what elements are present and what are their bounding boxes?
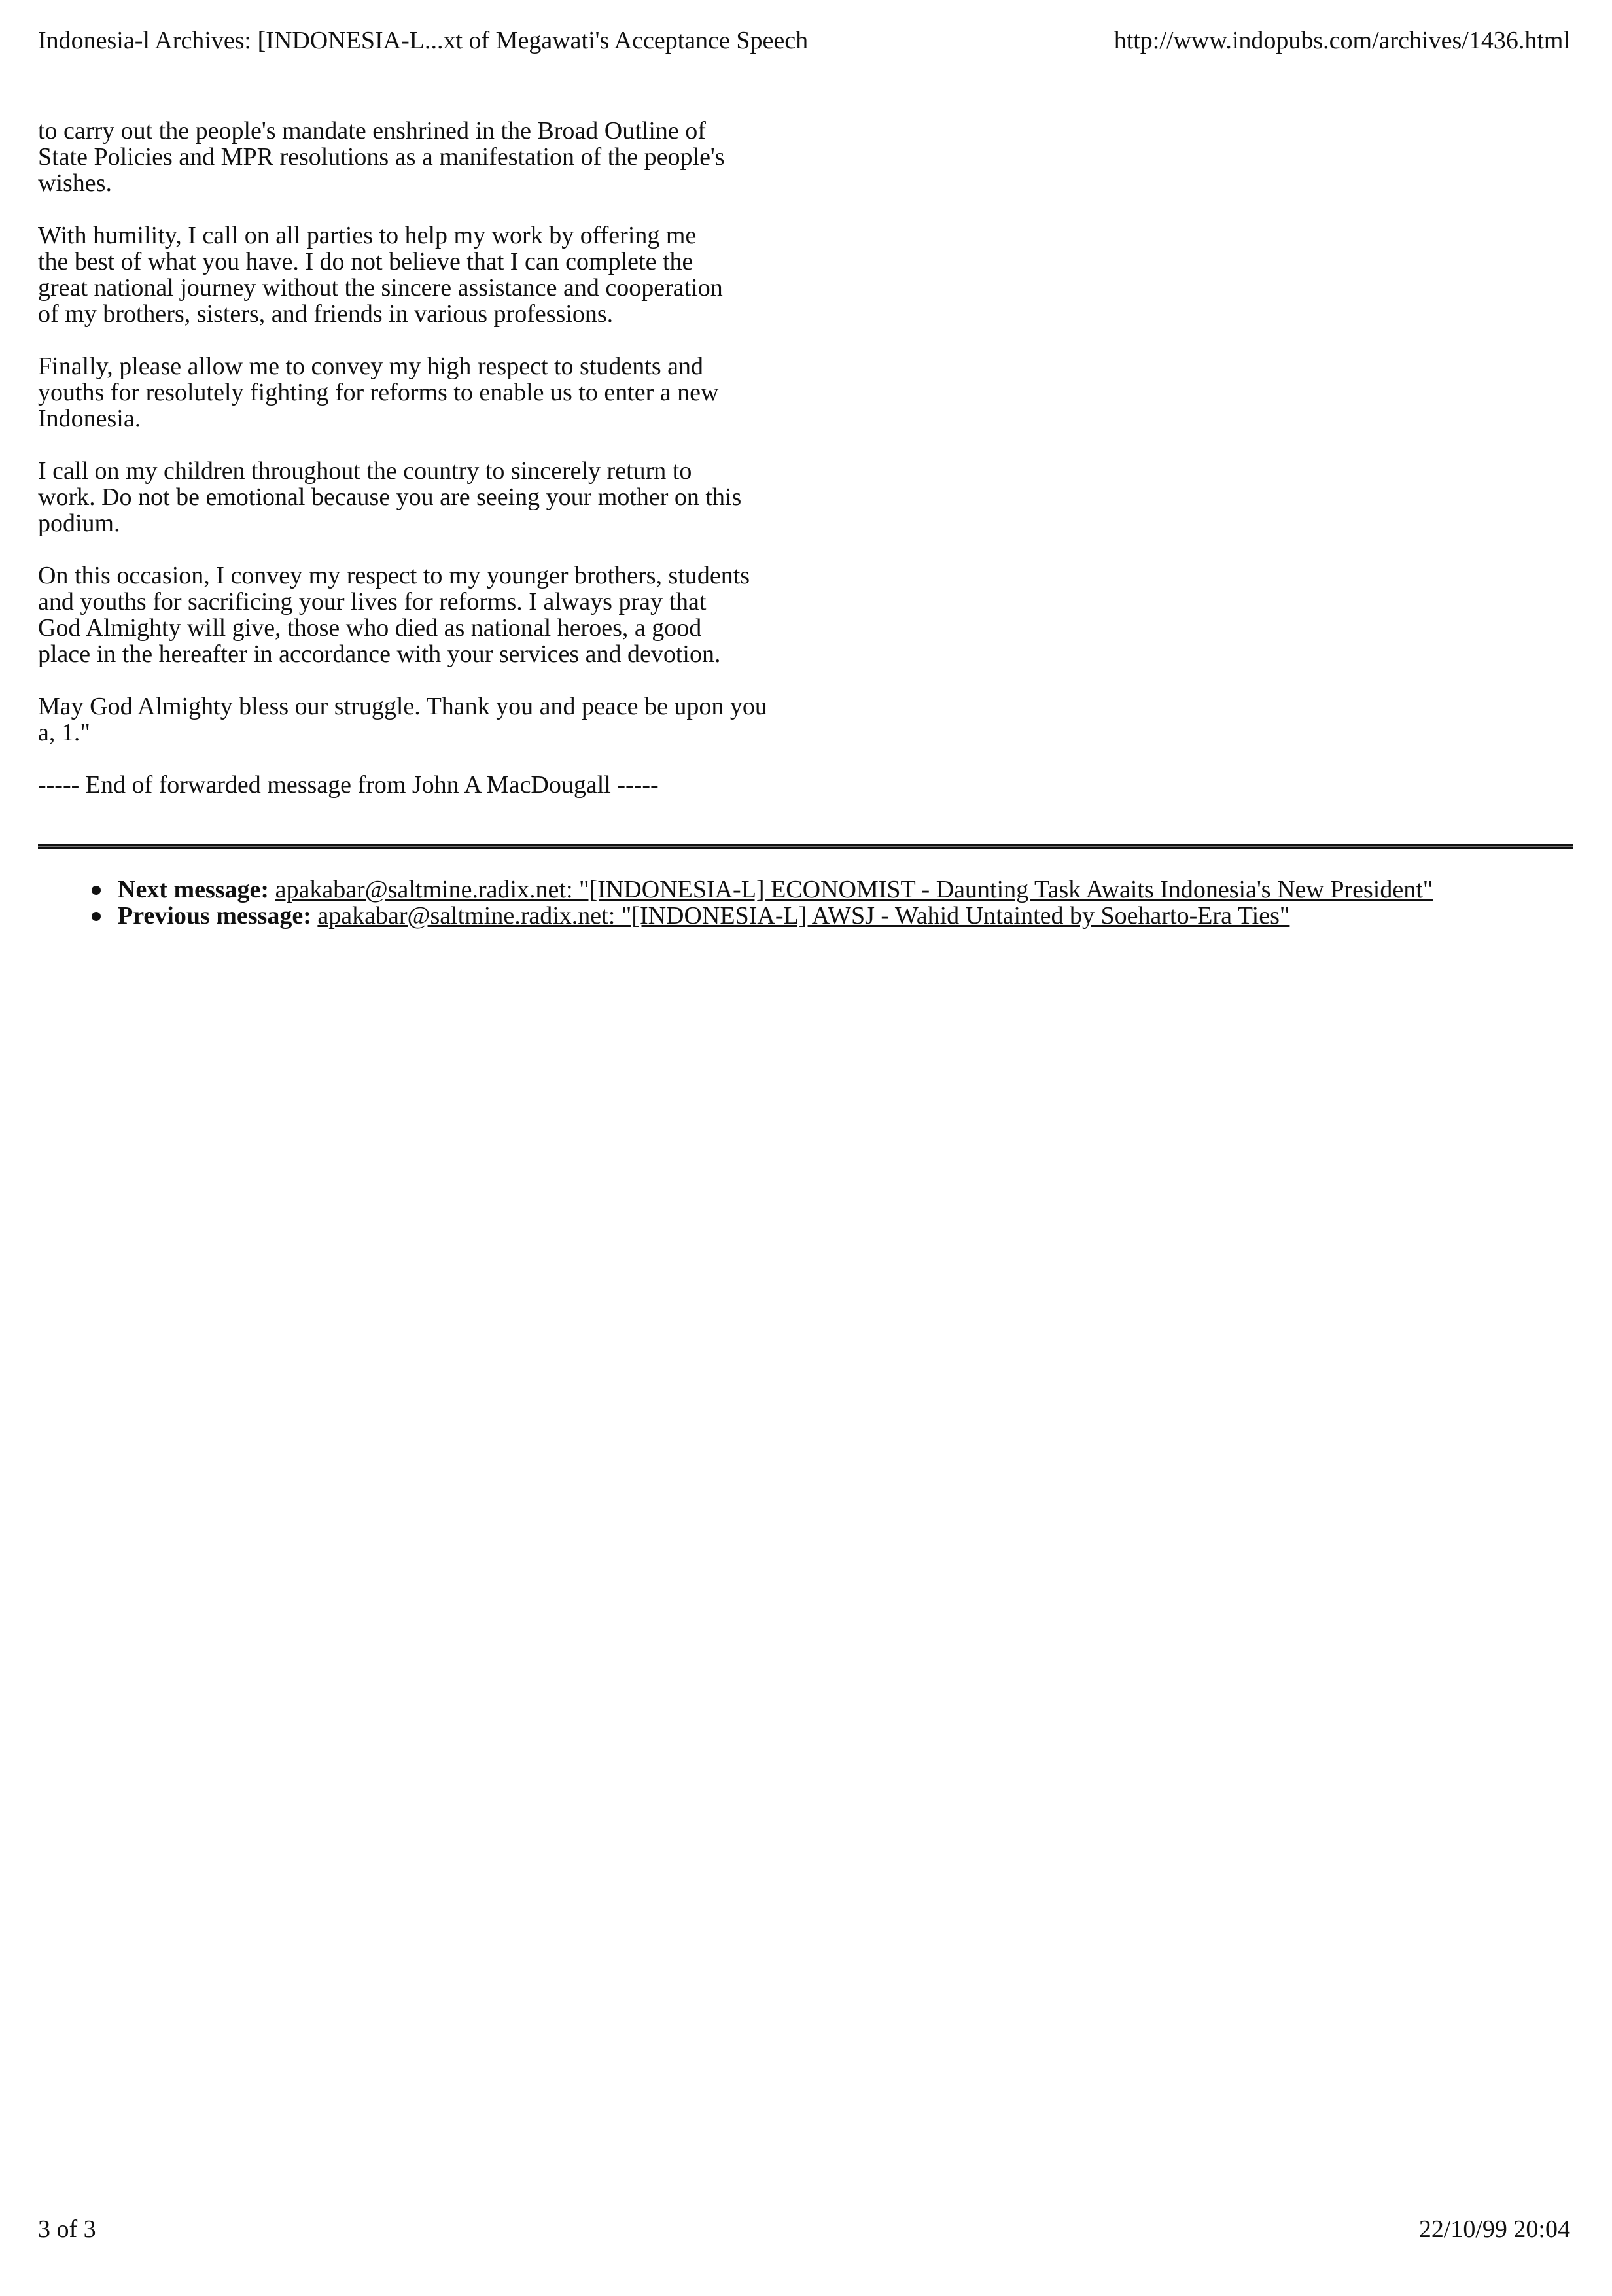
text-line: work. Do not be emotional because you are seeing your mother on this xyxy=(38,483,742,511)
next-message-link[interactable]: apakabar@saltmine.radix.net: "[INDONESIA-L] ECONOMIST - Daunting Task Awaits Indonesia's New President" xyxy=(275,876,1433,903)
text-line: place in the hereafter in accordance with your services and devotion. xyxy=(38,640,721,668)
text-line: a, 1." xyxy=(38,719,90,746)
bullet-icon xyxy=(92,912,101,921)
previous-message-label: Previous message: xyxy=(118,902,311,930)
text-line: With humility, I call on all parties to help my work by offering me xyxy=(38,222,697,249)
text-line: Indonesia. xyxy=(38,405,141,432)
paragraph-children xyxy=(38,458,888,536)
page-header-url: http://www.indopubs.com/archives/1436.html xyxy=(1113,27,1570,54)
bullet-icon xyxy=(92,886,101,895)
next-message-item xyxy=(118,877,1492,903)
text-line: May God Almighty bless our struggle. Thank you and peace be upon you xyxy=(38,693,767,720)
text-line: and youths for sacrificing your lives for reforms. I always pray that xyxy=(38,588,707,616)
previous-message-link[interactable]: apakabar@saltmine.radix.net: "[INDONESIA-L] AWSJ - Wahid Untainted by Soeharto-Era Ties" xyxy=(317,902,1290,930)
text-line: wishes. xyxy=(38,169,112,197)
text-line: Finally, please allow me to convey my high respect to students and xyxy=(38,353,703,380)
page-header-title: Indonesia-l Archives: [INDONESIA-L...xt of Megawati's Acceptance Speech xyxy=(38,27,809,54)
text-line: podium. xyxy=(38,510,120,537)
paragraph-students xyxy=(38,353,888,432)
next-message-label: Next message: xyxy=(118,876,270,903)
text-line: I call on my children throughout the country to sincerely return to xyxy=(38,457,692,485)
text-line: of my brothers, sisters, and friends in various professions. xyxy=(38,300,614,328)
text-line: On this occasion, I convey my respect to my younger brothers, students xyxy=(38,562,750,589)
paragraph-mandate xyxy=(38,118,888,196)
paragraph-humility xyxy=(38,222,888,327)
previous-message-item xyxy=(118,903,1492,929)
text-line: youths for resolutely fighting for reforms to enable us to enter a new xyxy=(38,379,719,406)
text-line: to carry out the people's mandate enshrined in the Broad Outline of xyxy=(38,117,706,145)
message-body xyxy=(38,118,888,798)
text-line: God Almighty will give, those who died as national heroes, a good xyxy=(38,614,702,642)
text-line: great national journey without the sincere assistance and cooperation xyxy=(38,274,723,302)
text-line: the best of what you have. I do not believe that I can complete the xyxy=(38,248,693,275)
print-datetime: 22/10/99 20:04 xyxy=(1418,2216,1570,2243)
paragraph-heroes xyxy=(38,563,888,667)
text-line: State Policies and MPR resolutions as a manifestation of the people's xyxy=(38,143,725,171)
message-navigation xyxy=(118,877,1492,929)
paragraph-blessing xyxy=(38,693,888,746)
horizontal-rule xyxy=(38,844,1573,849)
end-of-forwarded-message: ----- End of forwarded message from John A MacDougall ----- xyxy=(38,771,659,799)
page-number: 3 of 3 xyxy=(38,2216,96,2243)
